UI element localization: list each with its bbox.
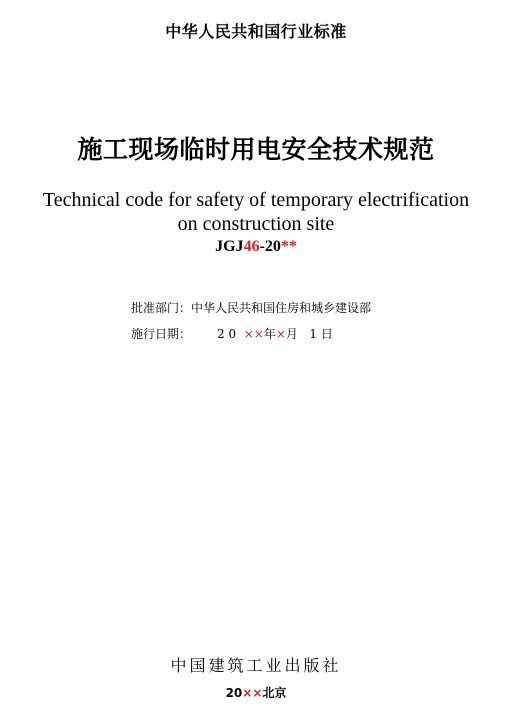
code-year-placeholder: ** [280,238,297,255]
title-english-line2: on construction site [177,213,335,235]
code-prefix: JGJ [215,238,244,255]
effective-month-placeholder: × [275,327,286,341]
effective-year-placeholder: ×× [243,327,264,341]
approval-department-row [131,300,371,316]
title-english-line1: Technical code for safety of temporary electrification [42,189,470,211]
effective-day: 1 日 [309,327,333,341]
document-title-english [0,188,512,236]
standard-category-header: 中华人民共和国行业标准 [165,22,347,41]
pub-year-prefix: 20 [225,686,243,700]
effective-month-char: 月 [285,327,298,341]
code-number: 46 [243,238,260,255]
document-title-chinese: 施工现场临时用电安全技术规范 [77,135,435,164]
code-separator: -20 [259,238,281,255]
approval-value: 中华人民共和国住房和城乡建设部 [191,301,372,315]
publication-year-city [0,685,512,701]
pub-year-placeholder: ×× [242,686,263,700]
effective-date-row [131,326,333,342]
standard-code [0,237,512,257]
effective-year-char: 年 [263,327,276,341]
publisher-name: 中国建筑工业出版社 [170,656,342,675]
pub-city: 北京 [262,686,287,700]
approval-label: 批准部门： [131,301,192,315]
effective-year-prefix: 2 0 [217,327,237,341]
effective-label: 施行日期： [131,327,192,341]
